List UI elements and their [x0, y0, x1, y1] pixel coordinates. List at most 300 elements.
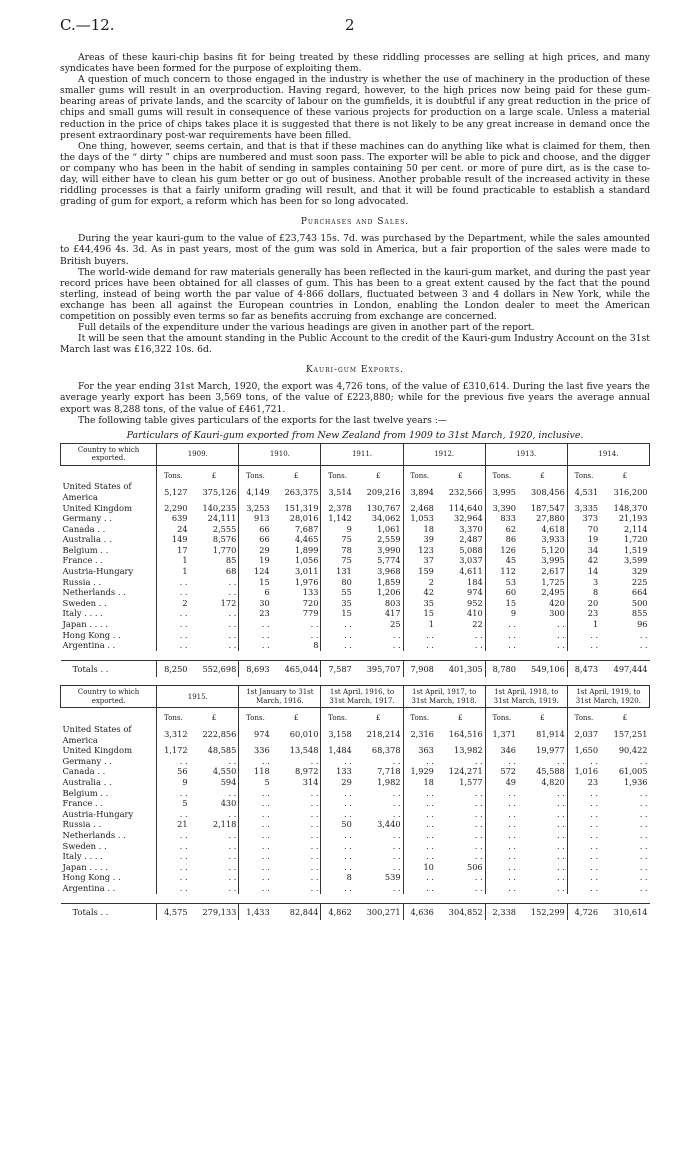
tons-cell: . .	[485, 809, 518, 820]
value-cell: . .	[310, 851, 319, 862]
value-cell: 3,990	[377, 544, 401, 555]
tons-cell: . .	[403, 809, 436, 820]
tons-cell: . .	[485, 630, 518, 641]
tons-cell: 14	[567, 566, 600, 577]
value-cell: . .	[310, 798, 319, 809]
tons-cell: . .	[403, 819, 436, 830]
tons-cell: . .	[157, 851, 190, 862]
value-cell: . .	[392, 808, 401, 819]
tons-cell: 5,127	[157, 481, 190, 502]
value-cell: 506	[467, 861, 483, 872]
tons-cell: . .	[403, 872, 436, 883]
year-column-header: 1st April, 1917, to 31st March, 1918.	[403, 686, 485, 708]
tons-cell: 75	[321, 555, 354, 566]
tons-cell: . .	[321, 841, 354, 852]
total-tons-cell: 4,575	[157, 903, 190, 920]
value-cell: 855	[631, 608, 648, 619]
country-column-header: Country to which exported.	[61, 686, 157, 708]
value-cell: 3,440	[377, 819, 401, 830]
tons-cell: . .	[567, 830, 600, 841]
value-cell: . .	[310, 819, 319, 830]
value-cell: 68,378	[371, 745, 401, 756]
value-cell: 133	[302, 587, 319, 598]
country-column-header: Country to which exported.	[61, 443, 157, 465]
tons-cell: . .	[157, 841, 190, 852]
tons-cell: 49	[485, 777, 518, 788]
tons-cell: . .	[157, 830, 190, 841]
tons-cell: 4,531	[567, 481, 600, 502]
country-name: Australia . .	[62, 776, 112, 787]
value-cell: . .	[474, 629, 483, 640]
value-cell: 1,725	[541, 576, 565, 587]
unit-pounds-label: £	[540, 471, 545, 480]
value-cell: 1,056	[294, 555, 319, 566]
value-cell: . .	[556, 808, 565, 819]
table-caption: Particulars of Kauri-gum exported from New Zealand from 1909 to 31st March, 1920, inclusive.	[126, 429, 584, 441]
value-cell: 539	[384, 872, 401, 883]
tons-cell: . .	[239, 619, 272, 630]
tons-cell: 3,158	[321, 724, 354, 745]
value-cell: 61,005	[618, 766, 648, 777]
tons-cell: 1,172	[157, 745, 190, 756]
value-cell: 7,718	[377, 766, 401, 777]
total-value-cell: 395,707	[354, 660, 403, 677]
country-name: Austria-Hungary	[62, 808, 134, 819]
tons-cell: . .	[567, 630, 600, 641]
country-name: Netherlands . .	[62, 587, 126, 598]
tons-cell: 346	[485, 745, 518, 756]
value-cell: 5,120	[541, 544, 565, 555]
value-cell: . .	[556, 840, 565, 851]
unit-tons-label: Tons.	[239, 465, 272, 481]
value-cell: 430	[220, 798, 237, 809]
tons-cell: 1	[157, 566, 190, 577]
exports-table-1909-1914	[60, 443, 650, 678]
value-cell: 187,547	[530, 502, 565, 513]
tons-cell: 86	[485, 534, 518, 545]
tons-cell: . .	[485, 851, 518, 862]
tons-cell: . .	[485, 756, 518, 767]
table-row	[61, 630, 650, 641]
value-cell: 2,559	[377, 534, 401, 545]
value-cell: . .	[310, 808, 319, 819]
tons-cell: 17	[157, 545, 190, 556]
unit-pounds-label: £	[211, 471, 217, 480]
value-cell: . .	[228, 840, 237, 851]
unit-pounds-label: £	[375, 471, 381, 480]
value-cell: . .	[474, 882, 483, 893]
tons-cell: 123	[403, 545, 436, 556]
value-cell: . .	[474, 819, 483, 830]
tons-cell: 131	[321, 566, 354, 577]
total-tons-cell: 8,780	[485, 660, 518, 677]
tons-cell: 2	[403, 577, 436, 588]
table-row	[61, 872, 650, 883]
value-cell: 32,964	[454, 513, 483, 524]
tons-cell: 1,929	[403, 766, 436, 777]
value-cell: . .	[474, 851, 483, 862]
country-name: Germany . .	[62, 513, 112, 524]
value-cell: 2,617	[541, 566, 565, 577]
table-row	[61, 798, 650, 809]
tons-cell: 2	[157, 598, 190, 609]
value-cell: . .	[228, 619, 237, 630]
tons-cell: 15	[485, 598, 518, 609]
tons-cell: . .	[403, 851, 436, 862]
value-cell: 1,859	[377, 576, 401, 587]
tons-cell: . .	[403, 630, 436, 641]
country-name: Netherlands . .	[62, 829, 126, 840]
table-row	[61, 513, 650, 524]
value-cell: 96	[637, 619, 648, 630]
tons-cell: 1	[157, 555, 190, 566]
value-cell: 157,251	[613, 729, 648, 740]
value-cell: . .	[392, 829, 401, 840]
purchases-paragraph: Full details of the expenditure under the various headings are given in another part of the report.	[78, 322, 535, 334]
year-column-header: 1st April, 1918, to 31st March, 1919.	[485, 686, 567, 708]
country-name: United States of America	[62, 724, 132, 745]
value-cell: . .	[639, 829, 648, 840]
tons-cell: . .	[403, 756, 436, 767]
table-row	[61, 766, 650, 777]
tons-cell: 833	[485, 513, 518, 524]
tons-cell: 3,312	[157, 724, 190, 745]
tons-cell: 15	[403, 608, 436, 619]
unit-tons-label: Tons.	[403, 465, 436, 481]
value-cell: . .	[310, 882, 319, 893]
tons-cell: . .	[239, 819, 272, 830]
unit-tons-label: Tons.	[321, 465, 354, 481]
country-name: Japan . . . .	[62, 861, 108, 872]
tons-cell: 2,378	[321, 503, 354, 514]
value-cell: 410	[467, 608, 483, 619]
value-cell: . .	[474, 640, 483, 651]
value-cell: 3,933	[541, 534, 565, 545]
table-row	[61, 534, 650, 545]
total-value-cell: 300,271	[354, 903, 403, 920]
table-row	[61, 745, 650, 756]
tons-cell: 373	[567, 513, 600, 524]
value-cell: . .	[392, 798, 401, 809]
tons-cell: . .	[321, 830, 354, 841]
value-cell: . .	[228, 608, 237, 619]
value-cell: . .	[392, 629, 401, 640]
tons-cell: 913	[239, 513, 272, 524]
value-cell: . .	[310, 861, 319, 872]
tons-cell: . .	[567, 819, 600, 830]
value-cell: . .	[228, 787, 237, 798]
value-cell: . .	[228, 851, 237, 862]
value-cell: 420	[549, 597, 565, 608]
purchases-paragraph: The world-wide demand for raw materials generally has been reflected in the kauri-gum market, and during the past year record prices have been obtained for all classes of gum. This has been to a great extent caused by the fact that the pound sterling, instead of being worth the par value of 4·866 dollars, fluctuated between 3 and 4 dollars in New York, while the exchange has been all against the European countries in London, enabling the London dealer to meet the American competition on possibly even terms so far as benefits accruing from exchange are concerned.	[60, 266, 650, 322]
value-cell: . .	[392, 851, 401, 862]
country-name: Argentina . .	[62, 640, 116, 651]
tons-cell: 62	[485, 524, 518, 535]
value-cell: 60,010	[289, 729, 319, 740]
value-cell: . .	[474, 808, 483, 819]
country-name: Italy . . . .	[62, 851, 103, 862]
value-cell: . .	[639, 755, 648, 766]
value-cell: . .	[639, 629, 648, 640]
value-cell: 34,062	[371, 513, 401, 524]
tons-cell: 66	[239, 534, 272, 545]
tons-cell: . .	[239, 830, 272, 841]
value-cell: . .	[392, 882, 401, 893]
value-cell: 8,576	[212, 534, 237, 545]
year-column-header: 1st April, 1916, to 31st March, 1917.	[321, 686, 403, 708]
document-reference: C.—12.	[60, 16, 115, 34]
tons-cell: . .	[485, 872, 518, 883]
value-cell: . .	[557, 629, 565, 640]
tons-cell: 39	[403, 534, 436, 545]
value-cell: . .	[228, 587, 237, 598]
page-header	[60, 10, 650, 32]
value-cell: 140,235	[202, 502, 237, 513]
unit-pounds-label: £	[211, 714, 217, 723]
tons-cell: 35	[403, 598, 436, 609]
tons-cell: 124	[239, 566, 272, 577]
total-tons-cell: 2,338	[485, 903, 518, 920]
total-value-cell: 552,698	[190, 660, 239, 677]
value-cell: 5,088	[459, 544, 483, 555]
country-name: Canada . .	[62, 523, 106, 534]
tons-cell: . .	[485, 841, 518, 852]
value-cell: 85	[225, 555, 237, 566]
tons-cell: . .	[321, 862, 354, 873]
tons-cell: 8	[567, 587, 600, 598]
value-cell: 1,976	[294, 576, 319, 587]
total-tons-cell: 7,908	[403, 660, 436, 677]
tons-cell: . .	[567, 883, 600, 894]
country-name: Russia . .	[62, 819, 102, 830]
tons-cell: . .	[239, 872, 272, 883]
tons-cell: 18	[403, 777, 436, 788]
unit-tons-label: Tons.	[485, 708, 518, 724]
value-cell: 3,370	[459, 523, 483, 534]
totals-row	[61, 660, 650, 677]
totals-row	[61, 903, 650, 920]
tons-cell: 112	[485, 566, 518, 577]
value-cell: 209,216	[366, 486, 401, 497]
value-cell: 5,774	[377, 555, 401, 566]
total-tons-cell: 1,433	[239, 903, 272, 920]
table-row	[61, 619, 650, 630]
value-cell: . .	[557, 640, 565, 651]
unit-pounds-label: £	[375, 714, 381, 723]
country-name: Russia . .	[62, 576, 102, 587]
value-cell: . .	[556, 829, 565, 840]
tons-cell: 1,484	[321, 745, 354, 756]
tons-cell: 1,053	[403, 513, 436, 524]
value-cell: 1,519	[624, 544, 648, 555]
value-cell: 3,995	[541, 555, 565, 566]
tons-cell: . .	[157, 809, 190, 820]
tons-cell: 974	[239, 724, 272, 745]
tons-cell: . .	[567, 809, 600, 820]
tons-cell: 42	[403, 587, 436, 598]
value-cell: . .	[474, 798, 483, 809]
value-cell: . .	[228, 629, 237, 640]
value-cell: 21,193	[618, 513, 648, 524]
value-cell: 4,820	[541, 776, 565, 787]
tons-cell: . .	[157, 608, 190, 619]
intro-paragraph: A question of much concern to those engaged in the industry is whether the use of machinery in the production of these smaller gums will result in an overproduction. Having regard, however, to the high prices now being paid for these gum-bearing areas of private lands, and the scarcity of labour on the gumfields, it is doubtful if any great reduction in the price of chips and small gums will result in consequence of these various projects for production on a large scale. Unless a material reduction in the price of chips takes place it is suggested that there is not likely to be any great increase in demand once the present extraordinary post-war requirements have been filled.	[60, 74, 650, 141]
section-heading-purchases: Purchases and Sales.	[300, 217, 410, 228]
value-cell: . .	[310, 755, 319, 766]
value-cell: 4,550	[212, 766, 237, 777]
table-row	[61, 555, 650, 566]
value-cell: . .	[556, 882, 565, 893]
unit-tons-label: Tons.	[567, 465, 600, 481]
tons-cell: . .	[485, 819, 518, 830]
tons-cell: . .	[485, 640, 518, 651]
tons-cell: . .	[239, 862, 272, 873]
value-cell: 1,577	[459, 776, 483, 787]
table-row	[61, 640, 650, 651]
unit-pounds-label: £	[622, 714, 628, 723]
country-name: Argentina . .	[62, 882, 116, 893]
unit-pounds-label: £	[622, 471, 628, 480]
value-cell: 151,319	[284, 502, 319, 513]
value-cell: 114,640	[448, 502, 483, 513]
table-row	[61, 608, 650, 619]
tons-cell: 56	[157, 766, 190, 777]
value-cell: . .	[556, 851, 565, 862]
value-cell: . .	[228, 861, 237, 872]
table-row	[61, 587, 650, 598]
value-cell: . .	[639, 787, 648, 798]
tons-cell: . .	[485, 883, 518, 894]
tons-cell: . .	[321, 630, 354, 641]
value-cell: 130,767	[366, 502, 401, 513]
tons-cell: 15	[239, 577, 272, 588]
value-cell: . .	[392, 640, 401, 651]
table-row	[61, 566, 650, 577]
value-cell: 24,111	[207, 513, 237, 524]
value-cell: . .	[310, 629, 319, 640]
tons-cell: . .	[239, 630, 272, 641]
tons-cell: 336	[239, 745, 272, 756]
value-cell: . .	[228, 829, 237, 840]
tons-cell: 19	[567, 534, 600, 545]
tons-cell: . .	[567, 640, 600, 651]
value-cell: 25	[390, 619, 401, 630]
tons-cell: 2,290	[157, 503, 190, 514]
value-cell: 500	[631, 597, 648, 608]
tons-cell: . .	[239, 809, 272, 820]
tons-cell: . .	[239, 851, 272, 862]
tons-cell: . .	[239, 640, 272, 651]
year-column-header: 1915.	[157, 686, 239, 708]
unit-pounds-label: £	[458, 471, 463, 480]
tons-cell: . .	[239, 788, 272, 799]
country-name: Sweden . .	[62, 597, 107, 608]
value-cell: . .	[639, 861, 648, 872]
total-tons-cell: 7,587	[321, 660, 354, 677]
tons-cell: . .	[157, 587, 190, 598]
tons-cell: 70	[567, 524, 600, 535]
value-cell: 316,200	[613, 486, 648, 497]
value-cell: . .	[556, 861, 565, 872]
unit-pounds-label: £	[458, 714, 463, 723]
country-name: Sweden . .	[62, 840, 107, 851]
value-cell: . .	[310, 787, 319, 798]
tons-cell: 1	[403, 619, 436, 630]
table-row	[61, 819, 650, 830]
value-cell: 27,880	[536, 513, 565, 524]
tons-cell: . .	[321, 883, 354, 894]
tons-cell: 3,514	[321, 481, 354, 502]
value-cell: 952	[467, 597, 483, 608]
tons-cell: . .	[157, 577, 190, 588]
value-cell: 164,516	[448, 729, 483, 740]
value-cell: 3,968	[377, 566, 401, 577]
value-cell: 8,972	[294, 766, 319, 777]
value-cell: 974	[467, 587, 483, 598]
unit-tons-label: Tons.	[321, 708, 354, 724]
value-cell: . .	[639, 819, 648, 830]
value-cell: 19,977	[536, 745, 565, 756]
country-name: United States of America	[62, 481, 132, 502]
country-name: Belgium . .	[62, 787, 109, 798]
tons-cell: . .	[567, 851, 600, 862]
value-cell: . .	[557, 619, 565, 630]
totals-label: Totals . .	[61, 903, 157, 920]
tons-cell: 3,995	[485, 481, 518, 502]
tons-cell: 42	[567, 555, 600, 566]
value-cell: . .	[556, 787, 565, 798]
value-cell: . .	[392, 787, 401, 798]
tons-cell: . .	[485, 619, 518, 630]
value-cell: 232,566	[448, 486, 483, 497]
purchases-paragraph: It will be seen that the amount standing in the Public Account to the credit of the Kauri-gum Industry Account on the 31st March last was £16,322 10s. 6d.	[60, 333, 650, 356]
unit-pounds-label: £	[293, 471, 299, 480]
total-value-cell: 549,106	[518, 660, 567, 677]
tons-cell: . .	[239, 883, 272, 894]
table-row	[61, 481, 650, 502]
tons-cell: . .	[567, 841, 600, 852]
table-row	[61, 809, 650, 820]
value-cell: . .	[474, 755, 483, 766]
tons-cell: . .	[239, 841, 272, 852]
table-row	[61, 545, 650, 556]
value-cell: 225	[631, 576, 648, 587]
value-cell: 594	[220, 776, 237, 787]
tons-cell: . .	[321, 809, 354, 820]
year-column-header: 1914.	[567, 443, 649, 465]
value-cell: 329	[631, 566, 648, 577]
value-cell: 222,856	[202, 729, 237, 740]
unit-tons-label: Tons.	[403, 708, 436, 724]
value-cell: 263,375	[284, 486, 319, 497]
tons-cell: 1,016	[567, 766, 600, 777]
table-row	[61, 598, 650, 609]
value-cell: . .	[474, 787, 483, 798]
tons-cell: 572	[485, 766, 518, 777]
tons-cell: 2,468	[403, 503, 436, 514]
value-cell: 2,118	[212, 819, 237, 830]
tons-cell: . .	[157, 862, 190, 873]
value-cell: 308,456	[530, 486, 565, 497]
tons-cell: 45	[485, 555, 518, 566]
tons-cell: 6	[239, 587, 272, 598]
value-cell: . .	[228, 882, 237, 893]
tons-cell: . .	[485, 830, 518, 841]
exports-table-1915-1920	[60, 685, 650, 920]
table-row	[61, 724, 650, 745]
tons-cell: 9	[321, 524, 354, 535]
value-cell: 3,599	[624, 555, 648, 566]
